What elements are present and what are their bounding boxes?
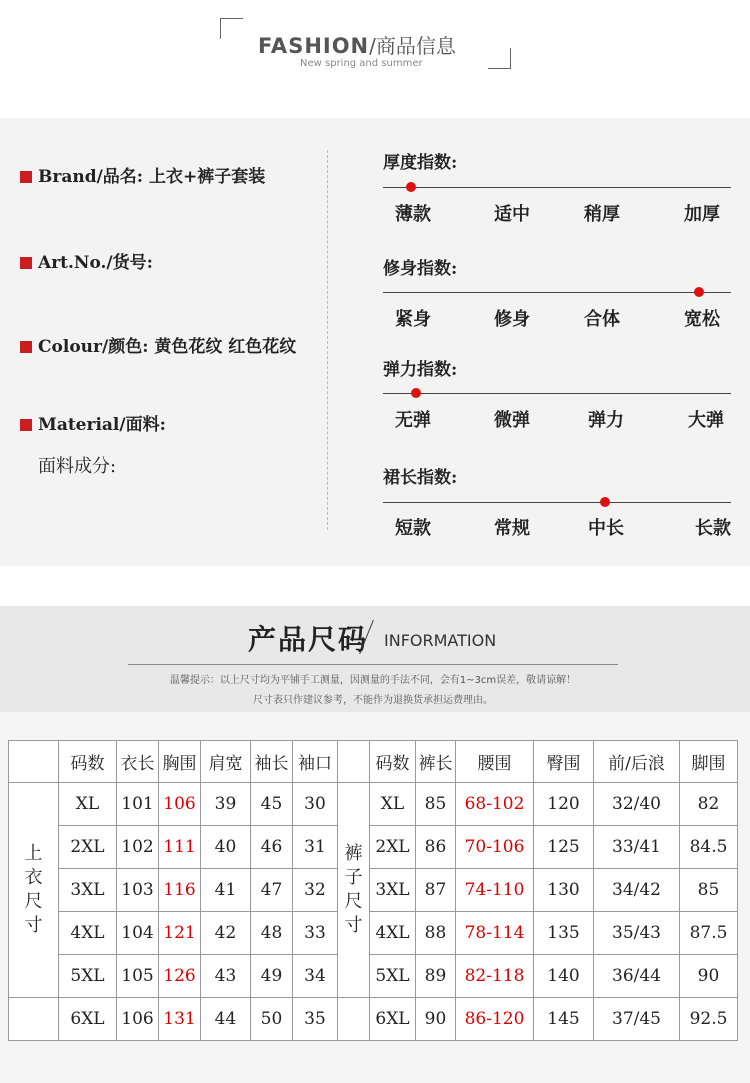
table-cell: 39 [201, 783, 251, 826]
empty-cell [9, 998, 59, 1041]
table-cell: 85 [680, 869, 738, 912]
stretch-index-marker [411, 388, 421, 398]
table-cell: 34 [293, 955, 338, 998]
bottom-size-group-label [338, 783, 370, 998]
table-cell: 42 [201, 912, 251, 955]
table-cell: 145 [534, 998, 594, 1041]
size-cell: 4XL [370, 912, 416, 955]
colour-value: 黄色花纹 红色花纹 [154, 337, 297, 357]
size-cell: 5XL [370, 955, 416, 998]
stretch-option: 无弹 [395, 410, 431, 431]
header-cell: 臀围 [534, 741, 594, 783]
thickness-index-title: 厚度指数: [383, 153, 458, 173]
size-title-en: INFORMATION [384, 631, 497, 650]
table-cell: 44 [201, 998, 251, 1041]
table-cell: 49 [251, 955, 293, 998]
table-cell: 30 [293, 783, 338, 826]
size-cell: 4XL [59, 912, 117, 955]
header-cell: 前/后浪 [594, 741, 680, 783]
table-cell: 32 [293, 869, 338, 912]
table-cell: 125 [534, 826, 594, 869]
waist-cell: 78-114 [456, 912, 534, 955]
header-cell: 码数 [370, 741, 416, 783]
table-cell: 88 [416, 912, 456, 955]
table-cell: 101 [117, 783, 159, 826]
table-cell: 34/42 [594, 869, 680, 912]
size-note: 温馨提示：以上尺寸均为平铺手工测量，因测量的手法不同，会有1~3cm误差，敬请谅解！ [169, 675, 577, 686]
waist-cell: 82-118 [456, 955, 534, 998]
table-row [9, 826, 738, 869]
table-row [9, 869, 738, 912]
colour-label: Colour/颜色: [38, 337, 149, 357]
table-cell: 130 [534, 869, 594, 912]
stretch-option: 弹力 [588, 410, 624, 431]
length-option: 常规 [494, 518, 530, 539]
fit-index-marker [694, 287, 704, 297]
table-cell: 92.5 [680, 998, 738, 1041]
chest-cell: 111 [159, 826, 201, 869]
chest-cell: 121 [159, 912, 201, 955]
title-cn: /商品信息 [369, 34, 456, 58]
table-cell: 47 [251, 869, 293, 912]
size-cell: 3XL [370, 869, 416, 912]
table-cell: 48 [251, 912, 293, 955]
table-cell: 85 [416, 783, 456, 826]
table-cell: 50 [251, 998, 293, 1041]
fit-index-line [383, 292, 731, 293]
table-cell: 43 [201, 955, 251, 998]
table-cell: 82 [680, 783, 738, 826]
thickness-option: 薄款 [395, 204, 431, 225]
chest-cell: 126 [159, 955, 201, 998]
thickness-option: 适中 [494, 204, 530, 225]
bullet-square-icon [20, 419, 32, 431]
length-index-title: 裙长指数: [383, 468, 458, 488]
fit-option: 合体 [584, 309, 620, 330]
table-row [9, 955, 738, 998]
table-cell: 90 [680, 955, 738, 998]
table-cell: 31 [293, 826, 338, 869]
table-cell: 87.5 [680, 912, 738, 955]
brand-label: Brand/品名: [38, 167, 144, 187]
brand-row [20, 162, 265, 187]
table-cell: 86 [416, 826, 456, 869]
length-option: 长款 [695, 518, 731, 539]
size-cell: 3XL [59, 869, 117, 912]
header-cell: 胸围 [159, 741, 201, 783]
thickness-index-line [383, 187, 731, 188]
size-table [8, 740, 738, 1041]
table-cell: 36/44 [594, 955, 680, 998]
table-cell: 90 [416, 998, 456, 1041]
bullet-square-icon [20, 257, 32, 269]
table-cell: 33/41 [594, 826, 680, 869]
waist-cell: 74-110 [456, 869, 534, 912]
table-cell: 35 [293, 998, 338, 1041]
thickness-index-marker [406, 182, 416, 192]
chest-cell: 116 [159, 869, 201, 912]
section-title [258, 30, 456, 59]
top-size-group-text: 上 衣 尺 寸 [24, 843, 43, 936]
colour-row [20, 332, 296, 357]
length-option: 短款 [395, 518, 431, 539]
header-cell: 袖长 [251, 741, 293, 783]
table-cell: 140 [534, 955, 594, 998]
table-cell: 106 [117, 998, 159, 1041]
section-subtitle: New spring and summer [300, 58, 423, 69]
corner-cell [338, 741, 370, 783]
table-cell: 89 [416, 955, 456, 998]
stretch-index-title: 弹力指数: [383, 360, 458, 380]
header-cell: 肩宽 [201, 741, 251, 783]
fit-option: 修身 [494, 309, 530, 330]
table-cell: 84.5 [680, 826, 738, 869]
size-cell: 6XL [370, 998, 416, 1041]
table-cell: 40 [201, 826, 251, 869]
header-cell: 码数 [59, 741, 117, 783]
table-row [9, 998, 738, 1041]
artno-label: Art.No./货号: [38, 253, 153, 273]
waist-cell: 68-102 [456, 783, 534, 826]
header-corner-left [220, 18, 243, 39]
empty-cell [338, 998, 370, 1041]
size-title: 产品尺码 [248, 623, 369, 656]
table-row [9, 783, 738, 826]
fit-option: 紧身 [395, 309, 431, 330]
table-cell: 135 [534, 912, 594, 955]
brand-value: 上衣+裤子套装 [149, 167, 266, 187]
fit-option: 宽松 [684, 309, 720, 330]
bullet-square-icon [20, 341, 32, 353]
table-cell: 103 [117, 869, 159, 912]
size-cell: 2XL [370, 826, 416, 869]
waist-cell: 70-106 [456, 826, 534, 869]
table-cell: 37/45 [594, 998, 680, 1041]
size-table-header-row [9, 741, 738, 783]
table-cell: 33 [293, 912, 338, 955]
header-corner-right [488, 48, 511, 69]
panel-divider [327, 150, 328, 530]
table-cell: 120 [534, 783, 594, 826]
table-cell: 104 [117, 912, 159, 955]
top-size-group-label [9, 783, 59, 998]
material-row [20, 410, 166, 435]
size-cell: XL [59, 783, 117, 826]
waist-cell: 86-120 [456, 998, 534, 1041]
header-cell: 裤长 [416, 741, 456, 783]
table-cell: 35/43 [594, 912, 680, 955]
header-cell: 脚围 [680, 741, 738, 783]
size-cell: 6XL [59, 998, 117, 1041]
table-row [9, 912, 738, 955]
title-en: FASHION [258, 34, 370, 58]
fit-index-title: 修身指数: [383, 259, 458, 279]
bullet-square-icon [20, 171, 32, 183]
table-cell: 87 [416, 869, 456, 912]
chest-cell: 131 [159, 998, 201, 1041]
composition-label: 面料成分: [38, 456, 117, 477]
size-cell: XL [370, 783, 416, 826]
size-note: 尺寸表只作建议参考，不能作为退换货承担运费理由。 [253, 695, 493, 706]
stretch-option: 大弹 [688, 410, 724, 431]
table-cell: 41 [201, 869, 251, 912]
table-cell: 102 [117, 826, 159, 869]
corner-cell [9, 741, 59, 783]
size-cell: 2XL [59, 826, 117, 869]
length-index-line [383, 502, 731, 503]
length-option: 中长 [588, 518, 624, 539]
header-cell: 袖口 [293, 741, 338, 783]
stretch-option: 微弹 [494, 410, 530, 431]
bottom-size-group-text: 裤 子 尺 寸 [344, 843, 363, 936]
table-cell: 46 [251, 826, 293, 869]
size-divider [128, 664, 618, 665]
table-cell: 105 [117, 955, 159, 998]
size-cell: 5XL [59, 955, 117, 998]
table-cell: 32/40 [594, 783, 680, 826]
thickness-option: 加厚 [684, 204, 720, 225]
material-label: Material/面料: [38, 415, 166, 435]
header-cell: 衣长 [117, 741, 159, 783]
table-cell: 45 [251, 783, 293, 826]
header-cell: 腰围 [456, 741, 534, 783]
chest-cell: 106 [159, 783, 201, 826]
length-index-marker [600, 497, 610, 507]
stretch-index-line [383, 393, 731, 394]
artno-row [20, 248, 153, 273]
thickness-option: 稍厚 [584, 204, 620, 225]
